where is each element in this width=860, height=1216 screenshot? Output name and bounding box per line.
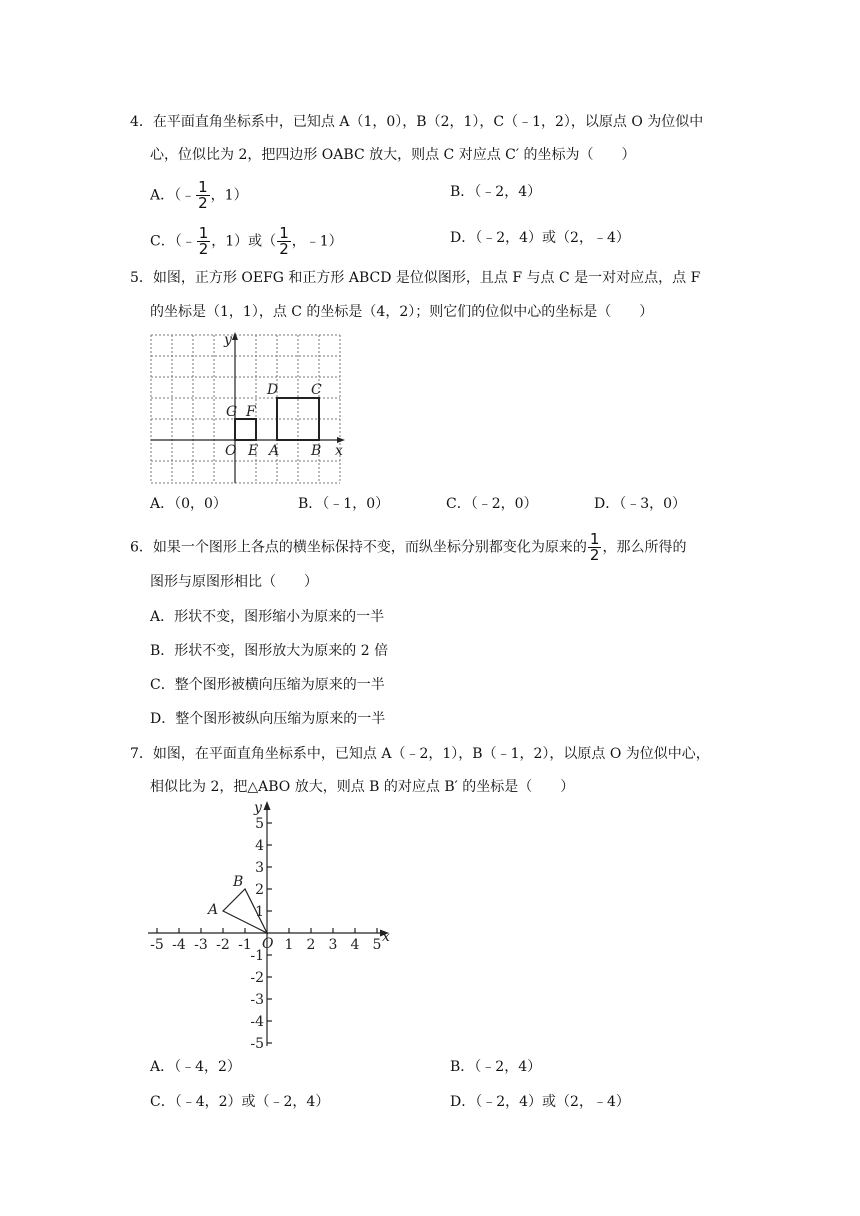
- q6-stem-suffix: ，那么所得的: [602, 539, 687, 556]
- q5-option-b[interactable]: B．（﹣1，0）: [298, 496, 390, 512]
- label-d: D: [267, 382, 279, 398]
- label-o: O: [225, 443, 237, 459]
- fraction: $\frac{1}{2}$: [589, 530, 600, 564]
- y-tick-label: 5: [255, 816, 264, 832]
- q4-option-c-middle: ，1）或（: [211, 233, 277, 250]
- q6-option-a[interactable]: A．形状不变，图形缩小为原来的一半: [150, 609, 385, 625]
- q5-option-c[interactable]: C．（﹣2，0）: [446, 496, 538, 512]
- q7-stem-line2: 相似比为 2，把△ABO 放大，则点 B 的对应点 B′ 的坐标是（ ）: [150, 779, 575, 795]
- label-f: F: [246, 404, 256, 420]
- q6-option-b[interactable]: B．形状不变，图形放大为原来的 2 倍: [150, 643, 389, 659]
- label-a: A: [269, 443, 280, 459]
- q4-option-d[interactable]: D．（﹣2，4）或（2，﹣4）: [450, 230, 630, 246]
- q4-option-c[interactable]: [150, 226, 343, 257]
- q4-option-c-suffix: ，﹣1）: [291, 233, 343, 250]
- label-x: x: [335, 443, 343, 459]
- label-a: A: [208, 902, 219, 918]
- x-tick-label: 5: [372, 937, 382, 953]
- label-y: y: [254, 800, 262, 816]
- label-o: O: [262, 936, 274, 952]
- x-tick-label: -2: [216, 937, 230, 953]
- y-tick-label: -2: [250, 970, 264, 986]
- x-tick-label: 2: [306, 937, 316, 953]
- q4-option-a-prefix: A．（﹣: [150, 187, 196, 204]
- q6-stem-line2: 图形与原图形相比（ ）: [150, 574, 318, 590]
- q6-option-c[interactable]: C．整个图形被横向压缩为原来的一半: [150, 677, 385, 693]
- q5-stem-line1: 5．如图，正方形 OEFG 和正方形 ABCD 是位似图形，且点 F 与点 C 是一对对应点，点 F: [130, 270, 701, 286]
- fraction: $\frac{1}{2}$: [279, 224, 289, 258]
- label-b: B: [233, 874, 244, 890]
- label-e: E: [248, 443, 259, 459]
- fraction: $\frac{1}{2}$: [198, 224, 209, 258]
- y-arrow-icon: [264, 801, 271, 810]
- y-tick-label: 4: [255, 838, 264, 854]
- y-tick-label: 2: [255, 882, 264, 898]
- q5-grid-figure: [148, 330, 348, 490]
- y-tick-label: 1: [255, 904, 264, 920]
- x-tick-label: -1: [238, 937, 252, 953]
- label-y: y: [224, 332, 232, 348]
- q4-option-a-suffix: ，1）: [210, 187, 248, 204]
- q6-option-d[interactable]: D．整个图形被纵向压缩为原来的一半: [150, 711, 386, 727]
- q6-stem-prefix: 6．如果一个图形上各点的横坐标保持不变，而纵坐标分别都变化为原来的: [130, 539, 587, 556]
- q5-stem-line2: 的坐标是（1，1），点 C 的坐标是（4，2）；则它们的位似中心的坐标是（ ）: [150, 304, 654, 320]
- y-arrow-icon: [232, 332, 238, 340]
- label-g: G: [226, 404, 238, 420]
- x-tick-label: 3: [328, 937, 338, 953]
- q6-stem-line1: [130, 532, 686, 563]
- fraction: $\frac{1}{2}$: [198, 178, 208, 212]
- y-tick-label: -3: [250, 992, 264, 1008]
- q7-option-c[interactable]: C．（﹣4，2）或（﹣2，4）: [150, 1094, 330, 1110]
- q4-option-a[interactable]: [150, 180, 248, 211]
- square-oefg: [235, 419, 256, 440]
- label-x: x: [382, 929, 390, 945]
- x-tick-label: 1: [284, 937, 294, 953]
- q5-option-a[interactable]: A．（0，0）: [150, 496, 227, 512]
- q7-option-a[interactable]: A．（﹣4，2）: [150, 1059, 241, 1075]
- q5-option-d[interactable]: D．（﹣3，0）: [594, 496, 687, 512]
- y-tick-label: 3: [255, 860, 264, 876]
- q7-stem-line1: 7．如图，在平面直角坐标系中，已知点 A（﹣2，1），B（﹣1，2），以原点 O 为位似中心，: [130, 746, 710, 762]
- q7-option-b[interactable]: B．（﹣2，4）: [450, 1059, 542, 1075]
- x-tick-label: -4: [172, 937, 186, 953]
- y-tick-label: -5: [250, 1036, 264, 1050]
- x-tick-label: 4: [350, 937, 360, 953]
- q4-stem-line2: 心，位似比为 2，把四边形 OABC 放大，则点 C 对应点 C′ 的坐标为（ ）: [150, 147, 636, 163]
- q4-option-b[interactable]: B．（﹣2，4）: [450, 184, 542, 200]
- q4-option-c-prefix: C．（﹣: [150, 233, 196, 250]
- label-b: B: [311, 443, 322, 459]
- y-tick-label: -4: [250, 1014, 264, 1030]
- q7-option-d[interactable]: D．（﹣2，4）或（2，﹣4）: [450, 1094, 630, 1110]
- x-tick-label: -3: [194, 937, 208, 953]
- x-tick-label: -5: [150, 937, 164, 953]
- q7-coordinate-figure: [140, 798, 400, 1050]
- y-tick-label: -1: [250, 948, 264, 964]
- label-c: C: [311, 382, 322, 398]
- q4-stem-line1: 4．在平面直角坐标系中，已知点 A（1，0），B（2，1），C（﹣1，2），以原点 O 为位似中: [130, 114, 704, 130]
